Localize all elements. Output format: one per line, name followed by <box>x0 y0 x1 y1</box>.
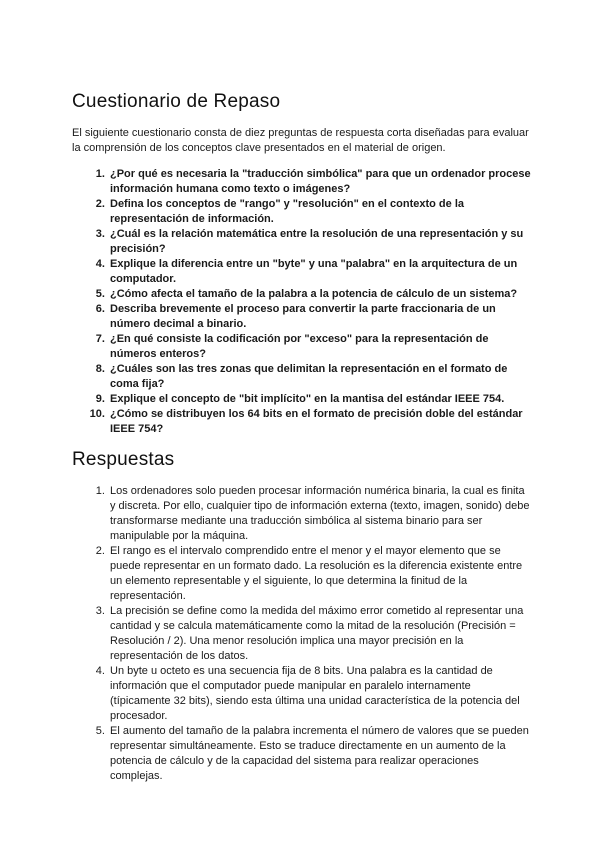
question-item: 5. ¿Cómo afecta el tamaño de la palabra a la potencia de cálculo de un sistema? <box>108 287 533 302</box>
answers-title: Respuestas <box>72 449 175 470</box>
question-item: 10. ¿Cómo se distribuyen los 64 bits en el formato de precisión doble del estándar IEEE 754? <box>108 407 533 437</box>
quiz-title: Cuestionario de Repaso <box>72 91 281 112</box>
question-item: 4. Explique la diferencia entre un "byte" y una "palabra" en la arquitectura de un computador. <box>108 257 533 287</box>
question-item: 7. ¿En qué consiste la codificación por "exceso" para la representación de números enteros? <box>108 332 533 362</box>
question-list <box>108 167 533 437</box>
question-item: 6. Describa brevemente el proceso para convertir la parte fraccionaria de un número decimal a binario. <box>108 302 533 332</box>
answer-item: 1. Los ordenadores solo pueden procesar información numérica binaria, la cual es finita y discreta. Por ello, cualquier tipo de información externa (texto, imagen, sonido) debe transformarse mediante una traducción simbólica al sistema binario para ser manipulable por la máquina. <box>108 484 533 544</box>
answer-list <box>108 484 533 784</box>
question-item: 3. ¿Cuál es la relación matemática entre la resolución de una representación y su precisión? <box>108 227 533 257</box>
answer-item: 4. Un byte u octeto es una secuencia fija de 8 bits. Una palabra es la cantidad de información que el computador puede manipular en paralelo internamente (típicamente 32 bits), siendo esta última una unidad característica de la potencia del procesador. <box>108 664 533 724</box>
question-item: 1. ¿Por qué es necesaria la "traducción simbólica" para que un ordenador procese información humana como texto o imágenes? <box>108 167 533 197</box>
answer-item: 3. La precisión se define como la medida del máximo error cometido al representar una cantidad y se calcula matemáticamente como la mitad de la resolución (Precisión = Resolución / 2). Una menor resolución implica una mayor precisión en la representación de los datos. <box>108 604 533 664</box>
answer-item: 5. El aumento del tamaño de la palabra incrementa el número de valores que se pueden representar simultáneamente. Esto se traduce directamente en un aumento de la potencia de cálculo y de la capacidad del sistema para realizar operaciones complejas. <box>108 724 533 784</box>
quiz-intro: El siguiente cuestionario consta de diez preguntas de respuesta corta diseñadas para evaluar la comprensión de los conceptos clave presentados en el material de origen. <box>72 127 529 154</box>
question-item: 2. Defina los conceptos de "rango" y "resolución" en el contexto de la representación de información. <box>108 197 533 227</box>
answer-item: 2. El rango es el intervalo comprendido entre el menor y el mayor elemento que se puede representar en un formato dado. La resolución es la diferencia existente entre un elemento representable y el siguiente, lo que determina la finitud de la representación. <box>108 544 533 604</box>
question-item: 9. Explique el concepto de "bit implícito" en la mantisa del estándar IEEE 754. <box>108 392 533 407</box>
question-item: 8. ¿Cuáles son las tres zonas que delimitan la representación en el formato de coma fija? <box>108 362 533 392</box>
